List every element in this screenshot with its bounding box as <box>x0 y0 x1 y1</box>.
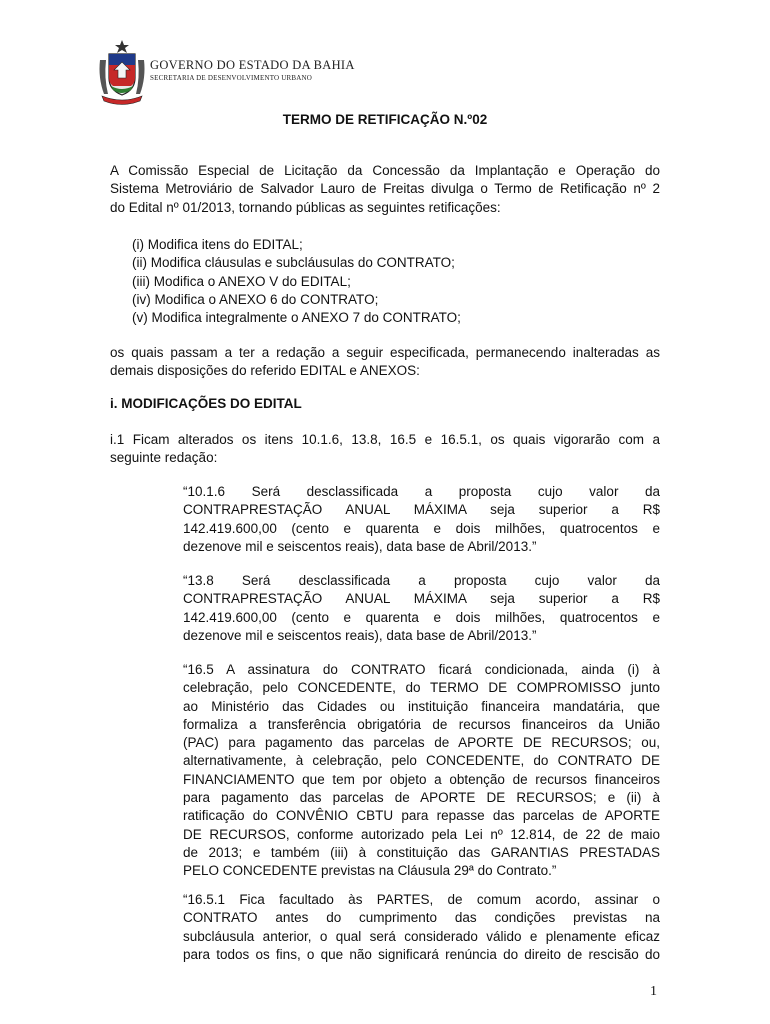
text-line: seguinte redação: <box>110 450 218 466</box>
government-title: GOVERNO DO ESTADO DA BAHIA <box>150 58 355 72</box>
text-line: 142.419.600,00 (cento e quarenta e dois milhões, quatrocentos e <box>183 520 660 536</box>
text-line: FINANCIAMENTO que tem por objeto a obtenção de recursos financeiros <box>183 771 660 787</box>
text-line: dezenove mil e seiscentos reais), data base de Abril/2013.” <box>183 627 537 643</box>
list-item: (ii) Modifica cláusulas e subcláusulas do CONTRATO; <box>132 255 455 271</box>
list-item: (v) Modifica integralmente o ANEXO 7 do CONTRATO; <box>132 310 461 326</box>
text-line: DE RECURSOS, conforme autorizado pela Lei nº 12.814, de 22 de maio <box>183 826 660 842</box>
section-heading: i. MODIFICAÇÕES DO EDITAL <box>110 396 302 411</box>
list-item: (iv) Modifica o ANEXO 6 do CONTRATO; <box>132 291 379 307</box>
section-intro-paragraph <box>110 431 660 468</box>
text-line: os quais passam a ter a redação a seguir especificada, permanecendo inalteradas as <box>110 345 660 360</box>
text-line: ao Ministério das Cidades ou instituição financeira mandatária, que <box>183 698 660 714</box>
text-line: do Edital nº 01/2013, tornando públicas as seguintes retificações: <box>110 199 501 215</box>
text-line: Sistema Metroviário de Salvador Lauro de Freitas divulga o Termo de Retificação nº 2 <box>110 181 660 197</box>
quote-item-10-1-6 <box>183 483 660 556</box>
quote-item-16-5 <box>183 661 660 881</box>
letterhead <box>96 38 456 108</box>
quote-item-16-5-1 <box>183 891 660 964</box>
text-line: para todos os fins, o que não significará renúncia do direito de rescisão do <box>183 946 660 962</box>
after-list-paragraph <box>110 344 660 381</box>
page-number: 1 <box>650 984 657 999</box>
list-item: (iii) Modifica o ANEXO V do EDITAL; <box>132 273 351 289</box>
text-line: “16.5.1 Fica facultado às PARTES, de comum acordo, assinar o <box>183 892 660 907</box>
bahia-coat-of-arms-icon <box>96 38 148 106</box>
intro-paragraph <box>110 162 660 217</box>
text-line: celebração, pelo CONCEDENTE, do TERMO DE COMPROMISSO junto <box>183 680 660 696</box>
text-line: A Comissão Especial de Licitação da Concessão da Implantação e Operação do <box>110 163 660 178</box>
secretariat-subtitle: SECRETARIA DE DESENVOLVIMENTO URBANO <box>150 74 313 82</box>
text-line: (PAC) para pagamento das parcelas de APORTE DE RECURSOS; ou, <box>183 735 660 751</box>
text-line: ratificação do CONVÊNIO CBTU para repasse das parcelas de APORTE <box>183 808 660 824</box>
document-title: TERMO DE RETIFICAÇÃO N.º02 <box>282 112 488 127</box>
text-line: subcláusula anterior, o qual será considerado válido e plenamente eficaz <box>183 928 660 944</box>
text-line: formaliza a transferência obrigatória de recursos financeiros da União <box>183 716 660 732</box>
text-line: demais disposições do referido EDITAL e ANEXOS: <box>110 363 420 379</box>
text-line: 142.419.600,00 (cento e quarenta e dois milhões, quatrocentos e <box>183 609 660 625</box>
quote-item-13-8 <box>183 572 660 645</box>
text-line: alternativamente, à celebração, pelo CONCEDENTE, do CONTRATO DE <box>183 753 660 769</box>
text-line: PELO CONCEDENTE previstas na Cláusula 29ª do Contrato.” <box>183 863 557 879</box>
text-line: CONTRATO antes do cumprimento das condições previstas na <box>183 910 660 926</box>
rectification-list <box>132 236 461 327</box>
text-line: i.1 Ficam alterados os itens 10.1.6, 13.8, 16.5 e 16.5.1, os quais vigorarão com a <box>110 432 660 447</box>
text-line: “10.1.6 Será desclassificada a proposta cujo valor da <box>183 484 660 499</box>
text-line: CONTRAPRESTAÇÃO ANUAL MÁXIMA seja superior a R$ <box>183 502 660 518</box>
text-line: dezenove mil e seiscentos reais), data base de Abril/2013.” <box>183 538 537 554</box>
list-item: (i) Modifica itens do EDITAL; <box>132 237 303 252</box>
text-line: de 2013; e também (iii) à constituição das GARANTIAS PRESTADAS <box>183 844 660 860</box>
text-line: para pagamento das parcelas de APORTE DE RECURSOS; e (ii) à <box>183 790 660 806</box>
text-line: “13.8 Será desclassificada a proposta cujo valor da <box>183 573 660 588</box>
text-line: “16.5 A assinatura do CONTRATO ficará condicionada, ainda (i) à <box>183 662 660 677</box>
text-line: CONTRAPRESTAÇÃO ANUAL MÁXIMA seja superior a R$ <box>183 591 660 607</box>
